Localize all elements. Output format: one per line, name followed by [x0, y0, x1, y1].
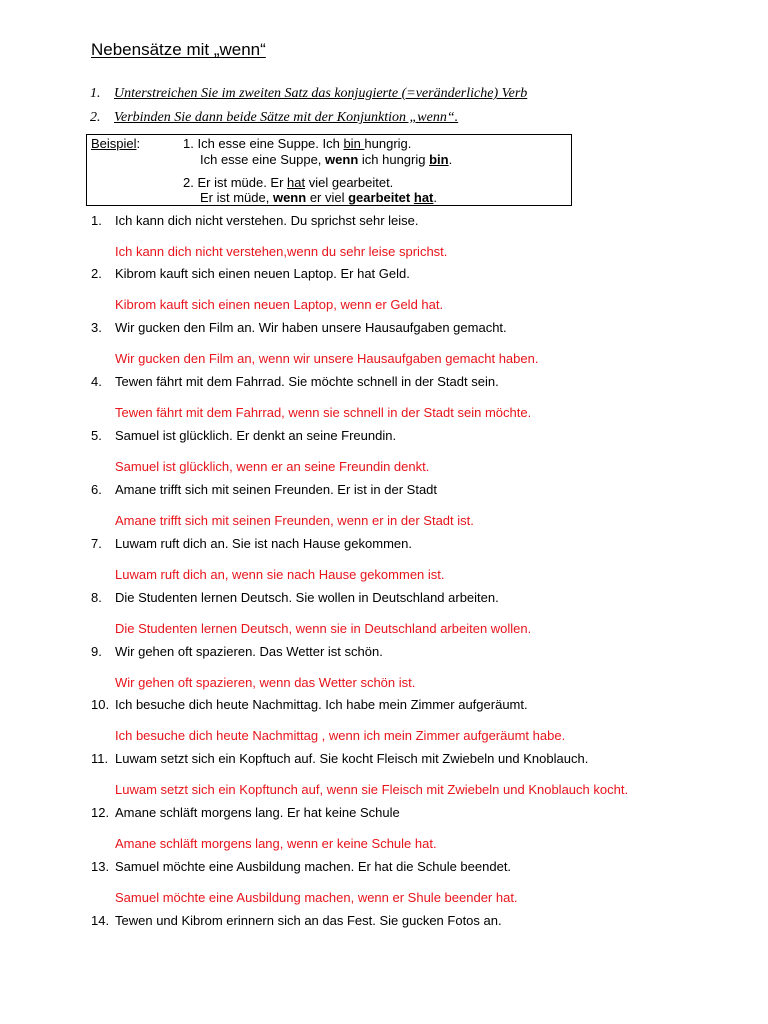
- exercise-question: 11. Luwam setzt sich ein Kopftuch auf. Sie kocht Fleisch mit Zwiebeln und Knoblauch.: [91, 751, 589, 766]
- exercise-question: 5. Samuel ist glücklich. Er denkt an seine Freundin.: [91, 428, 397, 443]
- exercise-answer: Amane schläft morgens lang, wenn er keine Schule hat.: [115, 836, 437, 851]
- exercise-answer: Ich kann dich nicht verstehen,wenn du sehr leise sprichst.: [115, 244, 448, 259]
- exercise-answer: Samuel möchte eine Ausbildung machen, wenn er Shule beender hat.: [115, 890, 518, 905]
- example-label: Beispiel:: [91, 136, 141, 151]
- exercise-question: 4. Tewen fährt mit dem Fahrrad. Sie möchte schnell in der Stadt sein.: [91, 374, 499, 389]
- exercise-question: 8. Die Studenten lernen Deutsch. Sie wollen in Deutschland arbeiten.: [91, 590, 499, 605]
- instruction-number: 1.: [90, 86, 101, 101]
- exercise-answer: Ich besuche dich heute Nachmittag , wenn ich mein Zimmer aufgeräumt habe.: [115, 728, 566, 743]
- example-2-line-2: Er ist müde, wenn er viel gearbeitet hat.: [200, 190, 437, 205]
- exercise-question: 9. Wir gehen oft spazieren. Das Wetter ist schön.: [91, 644, 383, 659]
- exercise-answer: Amane trifft sich mit seinen Freunden, wenn er in der Stadt ist.: [115, 513, 474, 528]
- example-1-line-1: 1. Ich esse eine Suppe. Ich bin hungrig.: [183, 136, 412, 151]
- exercise-answer: Wir gehen oft spazieren, wenn das Wetter schön ist.: [115, 675, 416, 690]
- example-box: [86, 134, 572, 206]
- exercise-question: 13. Samuel möchte eine Ausbildung machen. Er hat die Schule beendet.: [91, 859, 512, 874]
- exercise-answer: Samuel ist glücklich, wenn er an seine Freundin denkt.: [115, 459, 430, 474]
- example-1-line-2: Ich esse eine Suppe, wenn ich hungrig bin.: [200, 152, 453, 167]
- exercise-question: 6. Amane trifft sich mit seinen Freunden. Er ist in der Stadt: [91, 482, 438, 497]
- example-2-line-1: 2. Er ist müde. Er hat viel gearbeitet.: [183, 175, 394, 190]
- instruction-number: 2.: [90, 110, 101, 125]
- instruction-2: [90, 110, 458, 126]
- instruction-1: [90, 86, 527, 102]
- exercise-answer: Tewen fährt mit dem Fahrrad, wenn sie schnell in der Stadt sein möchte.: [115, 405, 532, 420]
- exercise-answer: Luwam ruft dich an, wenn sie nach Hause gekommen ist.: [115, 567, 445, 582]
- exercise-question: 1. Ich kann dich nicht verstehen. Du sprichst sehr leise.: [91, 213, 419, 228]
- exercise-answer: Kibrom kauft sich einen neuen Laptop, wenn er Geld hat.: [115, 297, 444, 312]
- exercise-question: 12. Amane schläft morgens lang. Er hat keine Schule: [91, 805, 400, 820]
- exercise-question: 14. Tewen und Kibrom erinnern sich an das Fest. Sie gucken Fotos an.: [91, 913, 502, 928]
- exercise-question: 3. Wir gucken den Film an. Wir haben unsere Hausaufgaben gemacht.: [91, 320, 507, 335]
- exercise-answer: Die Studenten lernen Deutsch, wenn sie in Deutschland arbeiten wollen.: [115, 621, 532, 636]
- instruction-text: Unterstreichen Sie im zweiten Satz das konjugierte (=veränderliche) Verb: [114, 86, 528, 101]
- page-title: Nebensätze mit „wenn“: [91, 40, 266, 59]
- exercise-question: 2. Kibrom kauft sich einen neuen Laptop. Er hat Geld.: [91, 266, 410, 281]
- exercise-answer: Luwam setzt sich ein Kopftunch auf, wenn sie Fleisch mit Zwiebeln und Knoblauch kocht.: [115, 782, 629, 797]
- instruction-text: Verbinden Sie dann beide Sätze mit der Konjunktion „wenn“.: [114, 110, 459, 125]
- exercise-answer: Wir gucken den Film an, wenn wir unsere Hausaufgaben gemacht haben.: [115, 351, 539, 366]
- exercise-question: 7. Luwam ruft dich an. Sie ist nach Hause gekommen.: [91, 536, 412, 551]
- exercise-question: 10. Ich besuche dich heute Nachmittag. Ich habe mein Zimmer aufgeräumt.: [91, 697, 528, 712]
